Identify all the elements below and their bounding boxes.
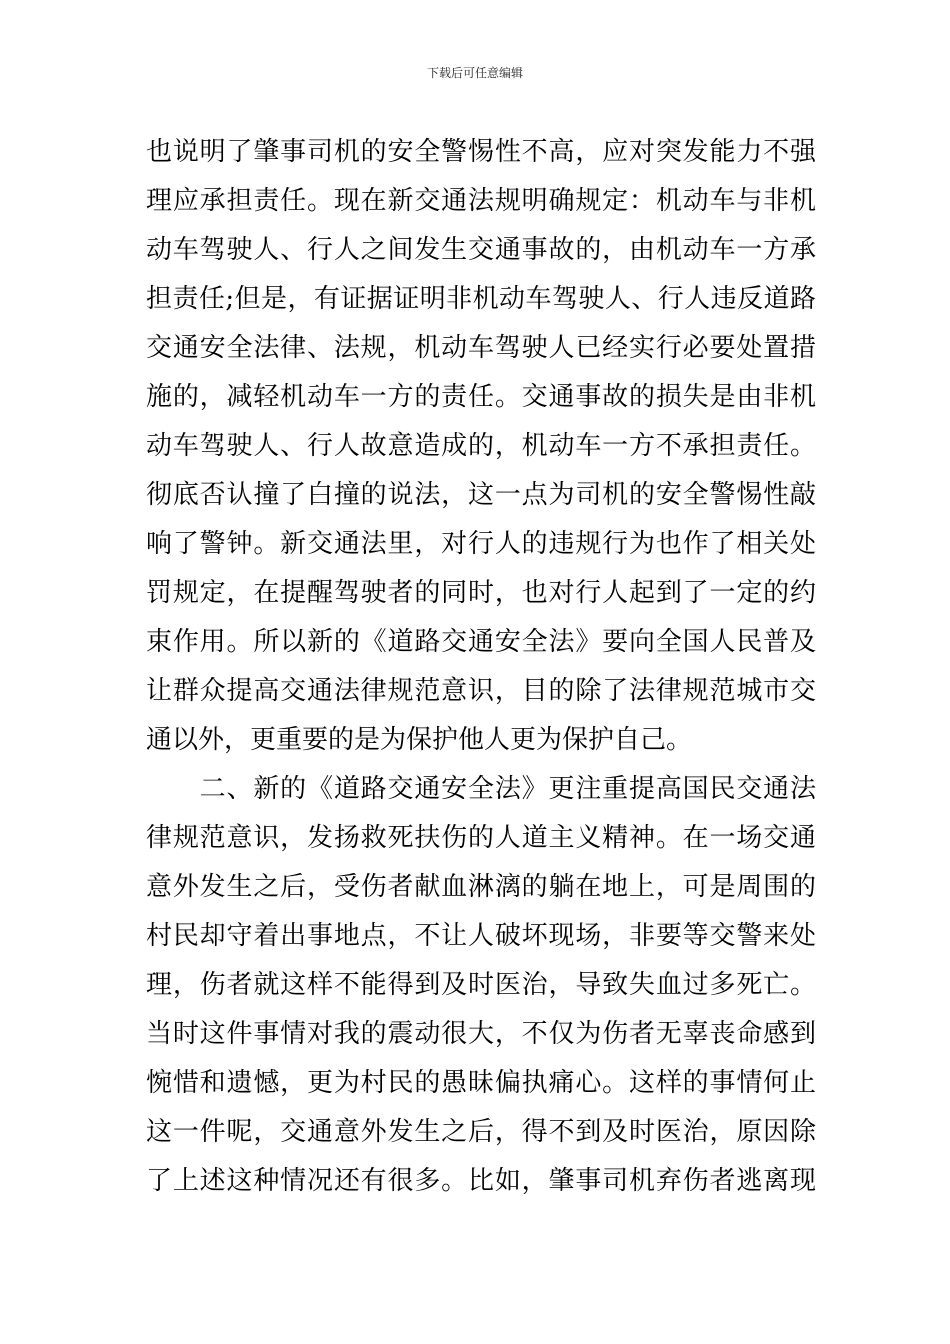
text-line: 动车驾驶人、行人故意造成的，机动车一方不承担责任。 <box>146 431 816 461</box>
text-line: 响了警钟。新交通法里，对行人的违规行为也作了相关处 <box>146 529 816 559</box>
page-header: 下载后可任意编辑 <box>426 66 523 80</box>
document-body <box>146 128 816 1206</box>
text-line: 理应承担责任。现在新交通法规明确规定：机动车与非机 <box>146 186 816 216</box>
text-line: 了上述这种情况还有很多。比如，肇事司机弃伤者逃离现 <box>146 1166 816 1196</box>
text-line: 也说明了肇事司机的安全警惕性不高，应对突发能力不强 <box>146 137 816 167</box>
text-line: 束作用。所以新的《道路交通安全法》要向全国人民普及 <box>146 627 816 657</box>
text-line: 二、新的《道路交通安全法》更注重提高国民交通法 <box>146 774 816 804</box>
text-line: 动车驾驶人、行人之间发生交通事故的，由机动车一方承 <box>146 235 816 265</box>
text-line: 意外发生之后，受伤者献血淋漓的躺在地上，可是周围的 <box>146 872 816 902</box>
text-line: 理，伤者就这样不能得到及时医治，导致失血过多死亡。 <box>146 970 816 1000</box>
text-line: 彻底否认撞了白撞的说法，这一点为司机的安全警惕性敲 <box>146 480 816 510</box>
text-line: 惋惜和遗憾，更为村民的愚昧偏执痛心。这样的事情何止 <box>146 1068 816 1098</box>
text-line: 律规范意识，发扬救死扶伤的人道主义精神。在一场交通 <box>146 823 816 853</box>
text-line: 让群众提高交通法律规范意识，目的除了法律规范城市交 <box>146 676 816 706</box>
text-line: 通以外，更重要的是为保护他人更为保护自己。 <box>146 725 693 755</box>
text-line: 施的，减轻机动车一方的责任。交通事故的损失是由非机 <box>146 382 816 412</box>
text-line: 担责任;但是，有证据证明非机动车驾驶人、行人违反道路 <box>146 284 816 314</box>
text-line: 这一件呢，交通意外发生之后，得不到及时医治，原因除 <box>146 1117 816 1147</box>
text-line: 村民却守着出事地点，不让人破坏现场，非要等交警来处 <box>146 921 816 951</box>
text-line: 罚规定，在提醒驾驶者的同时，也对行人起到了一定的约 <box>146 578 816 608</box>
text-line: 交通安全法律、法规，机动车驾驶人已经实行必要处置措 <box>146 333 816 363</box>
text-line: 当时这件事情对我的震动很大，不仅为伤者无辜丧命感到 <box>146 1019 816 1049</box>
